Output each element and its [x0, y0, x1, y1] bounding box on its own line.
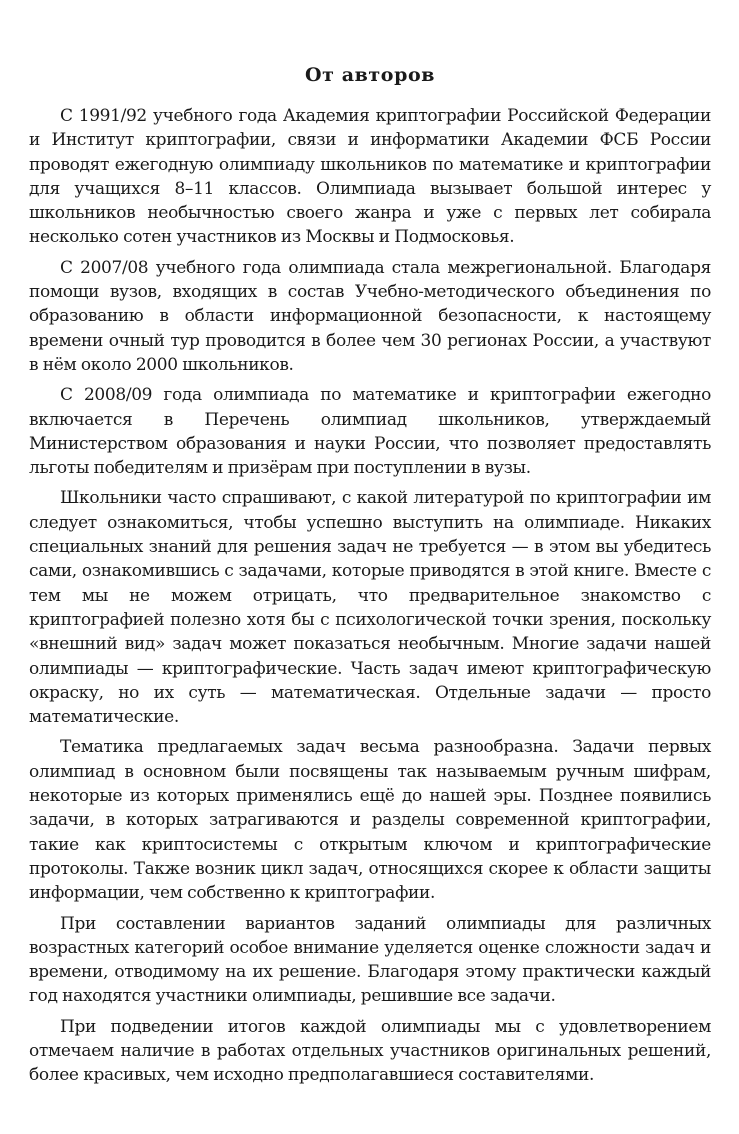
- section-heading: От авторов: [304, 64, 436, 86]
- paragraph-5: Тематика предлагаемых задач весьма разнообразна. Задачи первых олимпиад в основном были посвящены так называемым ручным шифрам, некоторые из которых применялись ещё до нашей эры. Позднее появились задачи, в которых затрагиваются и разделы современной криптографии, такие как криптосистемы с открытым ключом и криптографические протоколы. Также возник цикл задач, относящихся скорее к области защиты информации, чем собственно к криптографии.: [29, 737, 711, 904]
- paragraph-3: С 2008/09 года олимпиада по математике и криптографии ежегодно включается в Перечень олимпиад школьников, утверждаемый Министерством образования и науки России, что позволяет предоставлять льготы победителям и призёрам при поступлении в вузы.: [29, 385, 711, 479]
- paragraph-1: С 1991/92 учебного года Академия криптографии Российской Федерации и Институт криптографии, связи и информатики Академии ФСБ России проводят ежегодную олимпиаду школьников по математике и криптографии для учащихся 8–11 классов. Олимпиада вызывает большой интерес у школьников необычностью своего жанра и уже с первых лет собирала несколько сотен участников из Москвы и Подмосковья.: [29, 106, 711, 248]
- paragraph-6: При составлении вариантов заданий олимпиады для различных возрастных категорий особое внимание уделяется оценке сложности задач и времени, отводимому на их решение. Благодаря этому практически каждый год находятся участники олимпиады, решившие все задачи.: [29, 913, 711, 1007]
- paragraph-7: При подведении итогов каждой олимпиады мы с удовлетворением отмечаем наличие в работах отдельных участников оригинальных решений, более красивых, чем исходно предполагавшиеся составителями.: [29, 1016, 711, 1086]
- paragraph-2: С 2007/08 учебного года олимпиада стала межрегиональной. Благодаря помощи вузов, входящих в состав Учебно-методического объединения по образованию в области информационной безопасности, к настоящему времени очный тур проводится в более чем 30 регионах России, а участвуют в нём около 2000 школьников.: [29, 257, 711, 375]
- paragraph-4: Школьники часто спрашивают, с какой литературой по криптографии им следует ознакомиться, чтобы успешно выступить на олимпиаде. Никаких специальных знаний для решения задач не требуется — в этом вы убедитесь сами, ознакомившись с задачами, которые приводятся в этой книге. Вместе с тем мы не можем отрицать, что предварительное знакомство с криптографией полезно хотя бы с психологической точки зрения, поскольку «внешний вид» задач может показаться необычным. Многие задачи нашей олимпиады — криптографические. Часть задач имеют криптографическую окраску, но их суть — математическая. Отдельные задачи — просто математические.: [29, 488, 711, 728]
